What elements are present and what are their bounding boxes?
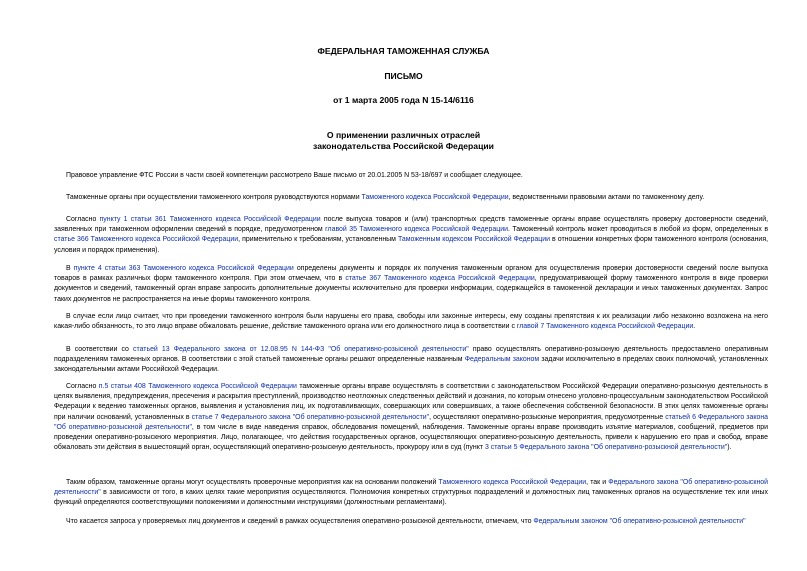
text: Правовое управление ФТС России в части своей компетенции рассмотрело Ваше письмо от 20.01.2005 N 53-18/697 и сообщает следующее. bbox=[66, 172, 523, 179]
paragraph-2 bbox=[54, 193, 768, 203]
link-article-363[interactable]: пункте 4 статьи 363 Таможенного кодекса Российской Федерации bbox=[73, 265, 294, 272]
link-ord-law[interactable]: Федеральным законом "Об оперативно-розыскной деятельности" bbox=[533, 518, 746, 525]
text: . Таможенный контроль может проводиться в любой из форм, определенных в bbox=[507, 226, 768, 234]
text: Согласно bbox=[66, 216, 100, 223]
link-customs-code[interactable]: Таможенного кодекса Российской Федерации bbox=[361, 194, 509, 201]
paragraph-1 bbox=[54, 171, 768, 181]
paragraph-7 bbox=[54, 382, 768, 453]
text: в зависимости от того, в каких целях такие мероприятия осуществляются. Полномочия конкретных структурных подразделений и должностных лиц таможенных органов на осуществление тех или иных функций определяются соответствующими положениями и должностными инструкциями (должностными регламентами). bbox=[54, 489, 768, 507]
text: , осуществляют оперативно-розыскные мероприятия, предусмотренные bbox=[429, 413, 666, 421]
text: право осуществлять оперативно-розыскную деятельность предоставлено оперативным подразделениям таможенных органов. В соответствии с этой статьей таможенные органы решают определенные названным bbox=[54, 346, 768, 364]
text: задачи исключительно в пределах своих полномочий, установленных законодательными актами Российской Федерации. bbox=[54, 356, 769, 374]
paragraph-4 bbox=[54, 264, 768, 305]
paragraph-9 bbox=[54, 517, 768, 527]
link-article-408[interactable]: п.5 статьи 408 Таможенного кодекса Российской Федерации bbox=[98, 383, 297, 390]
link-article-361[interactable]: пункту 1 статьи 361 Таможенного кодекса Российской Федерации bbox=[99, 216, 321, 223]
text: таможенные органы вправе осуществлять в соответствии с законодательством Российской Федерации оперативно-розыскную деятельность в целях выявления, предупреждения, пресечения и раскрытия преступлений, производство неотложных следственных действий и дознания, по которым отнесено уголовно-процессуальным законодательством Российской Федерации к ведению таможенных органов, выявления и установления лиц, их подготавливающих, совершающих или совершивших, а также обеспечения собственной безопасности. В этих целях таможенные органы при наличии оснований, установленных в bbox=[54, 383, 768, 421]
link-law-article-7[interactable]: статье 7 Федерального закона "Об оперативно-розыскной деятельности" bbox=[191, 413, 430, 421]
text: Согласно bbox=[66, 383, 99, 390]
text: В случае если лицо считает, что при проведении таможенного контроля были нарушены его права, свободы или законные интересы, ему созданы препятствия к их реализации либо незаконно возложена на него какая-либо обязанность, то это лицо вправе обжаловать решение, действие таможенного органа или его должностного лица в соответствии с bbox=[54, 313, 768, 331]
link-law-article-6[interactable]: статьей 6 Федерального закона "Об оперативно-розыскной деятельности" bbox=[54, 413, 769, 431]
text: , применительно к требованиям, установленным bbox=[238, 236, 398, 244]
paragraph-8 bbox=[54, 478, 768, 509]
agency-name: ФЕДЕРАЛЬНАЯ ТАМОЖЕННАЯ СЛУЖБА bbox=[317, 46, 490, 56]
text: Что касается запроса у проверяемых лиц документов и сведений в рамках осуществления оперативно-розыскной деятельности, отмечаем, что bbox=[66, 518, 534, 525]
link-article-367[interactable]: статье 367 Таможенного кодекса Российской Федерации bbox=[345, 275, 535, 283]
text: ). bbox=[727, 444, 732, 452]
text: , предусматривающей форму таможенного контроля в виде проверки документов и сведений, таможенный орган вправе запросить дополнительные документы исключительно для проверки информации, содержащейся в таможенной декларации и иных таможенных документах. Запрос таких документов не распространяется на иные формы таможенного контроля. bbox=[54, 275, 768, 303]
document-title-line-1: О применении различных отраслей bbox=[326, 130, 481, 140]
link-chapter-35[interactable]: главой 35 Таможенного кодекса Российской Федерации bbox=[325, 226, 508, 234]
text: В bbox=[66, 265, 74, 272]
text: определены документы и порядок их получения таможенным органом для осуществления проверки достоверности сведений после выпуска товаров в рамках различных форм таможенного контроля. При этом отмечаем, что в bbox=[54, 265, 768, 283]
link-federal-law[interactable]: Федеральным законом bbox=[464, 356, 540, 364]
link-chapter-7[interactable]: главой 7 Таможенного кодекса Российской Федерации bbox=[516, 323, 694, 331]
text: Таможенные органы при осуществлении таможенного контроля руководствуются нормами bbox=[66, 194, 362, 201]
link-law-144fz-article-13[interactable]: статьей 13 Федерального закона от 12.08.95 N 144-ФЗ "Об оперативно-розыскной деятельности" bbox=[133, 346, 469, 353]
text: . bbox=[693, 323, 696, 331]
document-date-number: от 1 марта 2005 года N 15-14/6116 bbox=[333, 95, 474, 105]
text: , ведомственными правовыми актами по таможенному делу. bbox=[508, 194, 705, 201]
paragraph-6 bbox=[54, 345, 768, 376]
text: В соответствии со bbox=[66, 346, 133, 353]
paragraph-5 bbox=[54, 312, 768, 332]
text: , так и bbox=[586, 479, 609, 486]
link-ord-law[interactable]: Федерального закона "Об оперативно-розыскной деятельности" bbox=[54, 479, 769, 497]
link-customs-code[interactable]: Таможенным кодексом Российской Федерации bbox=[397, 236, 550, 244]
document-type: ПИСЬМО bbox=[384, 71, 423, 81]
text: Таким образом, таможенные органы могут осуществлять проверочные мероприятия как на основании положений bbox=[66, 479, 439, 486]
text: , в том числе в виде наведения справок, обследования помещений, наблюдения. Таможенные органы вправе производить изъятие материалов, сообщений, предметов при проведении оперативно-розыскного мероприятия. Лицо, полагающее, что действия государственных органов, осуществляющих оперативно-розыскную деятельность, привели к нарушению его прав и свобод, вправе обжаловать эти действия в вышестоящий орган, осуществляющий оперативно-розыскную деятельность, прокурору или в суд (пункт bbox=[54, 423, 768, 452]
link-customs-code[interactable]: Таможенного кодекса Российской Федерации bbox=[438, 479, 587, 486]
paragraph-3 bbox=[54, 215, 768, 256]
link-article-366[interactable]: статье 366 Таможенного кодекса Российской Федерации bbox=[54, 236, 239, 244]
text: в отношении конкретных форм таможенного контроля (основания, условия и порядок применения). bbox=[54, 236, 768, 254]
text: после выпуска товаров и (или) транспортных средств таможенные органы вправе осуществлять проверку достоверности сведений, заявленных при таможенном оформлении сведений в порядке, предусмотренном bbox=[54, 216, 768, 234]
document-title-line-2: законодательства Российской Федерации bbox=[313, 141, 494, 151]
link-law-article-5[interactable]: 3 статьи 5 Федерального закона "Об оперативно-розыскной деятельности" bbox=[484, 444, 728, 452]
